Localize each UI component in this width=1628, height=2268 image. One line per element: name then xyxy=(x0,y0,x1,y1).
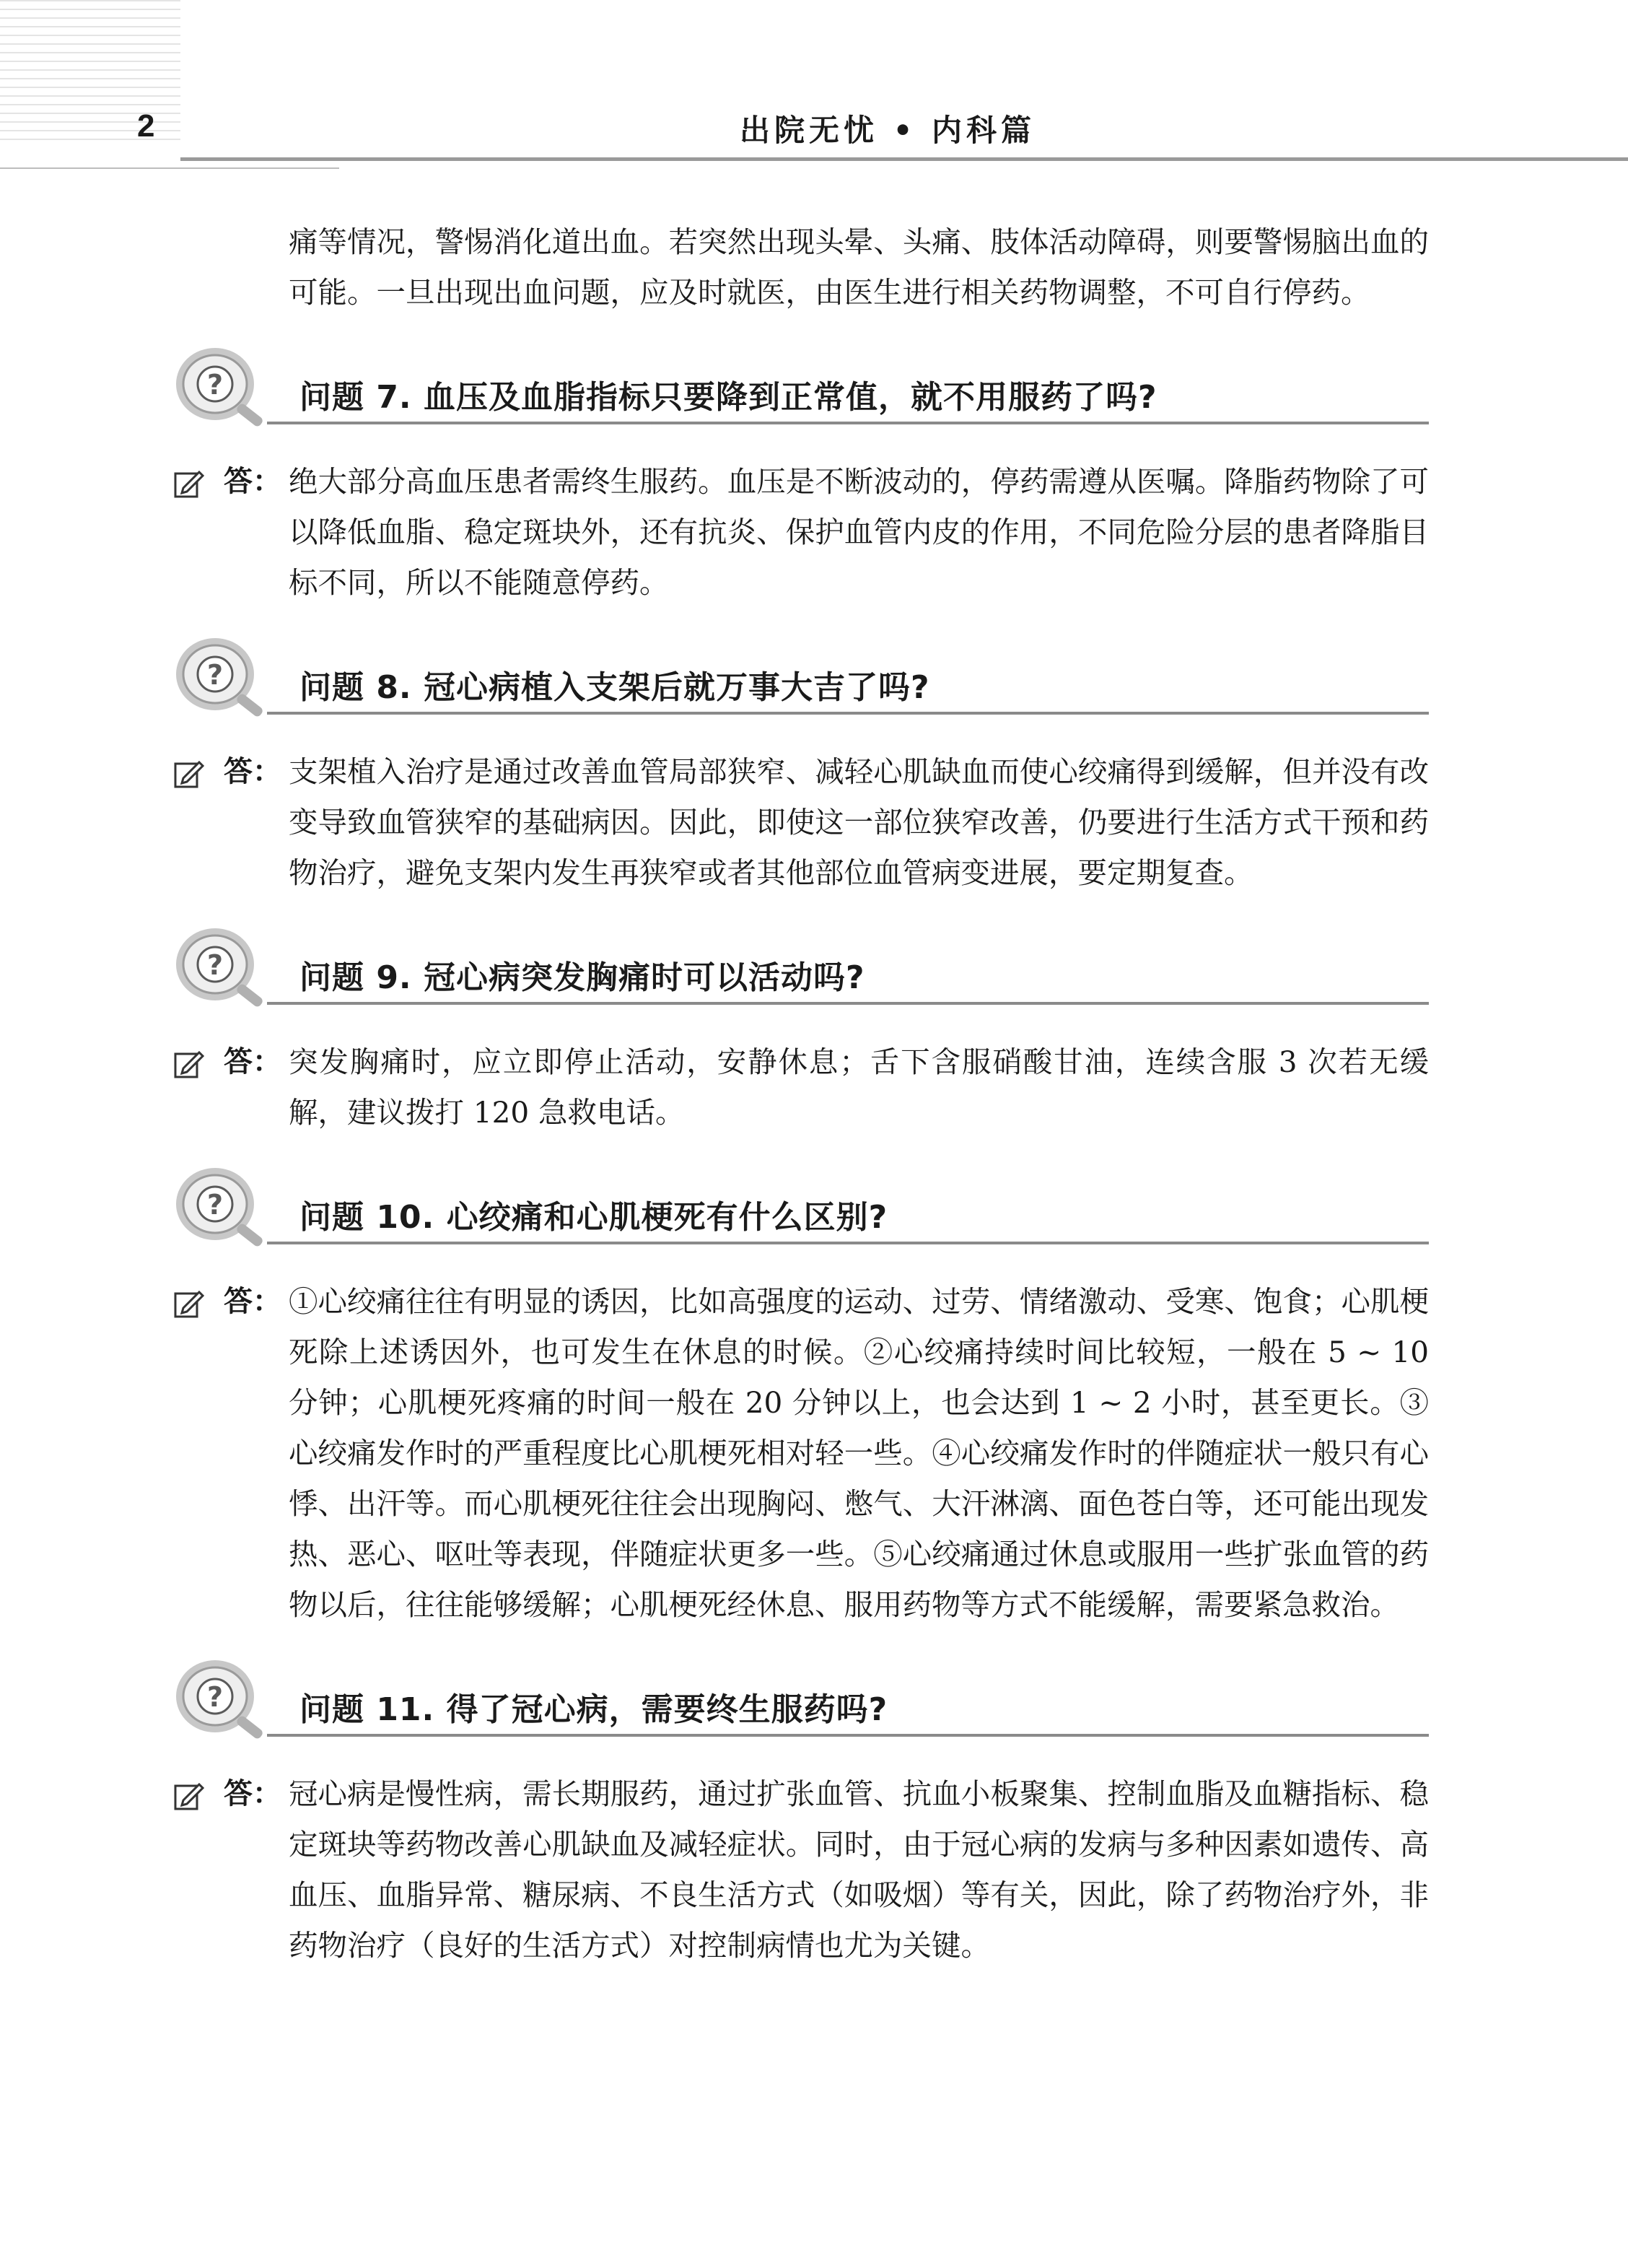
answer-text: 冠心病是慢性病，需长期服药，通过扩张血管、抗血小板聚集、控制血脂及血糖指标、稳定斑块等药物改善心肌缺血及减轻症状。同时，由于冠心病的发病与多种因素如遗传、高血压、血脂异常、糖尿病、不良生活方式（如吸烟）等有关，因此，除了药物治疗外，非药物治疗（良好的生活方式）对控制病情也尤为关键。 xyxy=(289,1776,1429,1963)
question-underline xyxy=(267,1734,1429,1737)
intro-paragraph: 痛等情况，警惕消化道出血。若突然出现头晕、头痛、肢体活动障碍，则要警惕脑出血的可能。一旦出现出血问题，应及时就医，由医生进行相关药物调整，不可自行停药。 xyxy=(289,224,1429,310)
answer-text: 突发胸痛时，应立即停止活动，安静休息；舌下含服硝酸甘油，连续含服 3 次若无缓解，建议拨打 120 急救电话。 xyxy=(289,1044,1429,1130)
edit-note-icon xyxy=(173,1048,205,1080)
edit-note-icon xyxy=(173,758,205,790)
question-underline xyxy=(267,422,1429,424)
qa-list xyxy=(173,344,1429,1971)
question-title: 问题 10. 心绞痛和心肌梗死有什么区别? xyxy=(299,1199,888,1236)
page-number: 2 xyxy=(137,108,155,144)
book-title: 出院无忧 • 内科篇 xyxy=(739,113,1036,148)
question-title: 问题 9. 冠心病突发胸痛时可以活动吗? xyxy=(299,959,865,996)
svg-text:?: ? xyxy=(206,369,224,401)
question-heading xyxy=(173,1656,1429,1757)
answer-block xyxy=(173,456,1429,608)
question-magnifier-icon xyxy=(173,634,267,728)
question-heading xyxy=(173,634,1429,735)
answer-label: 答： xyxy=(224,1045,281,1078)
question-underline xyxy=(267,712,1429,715)
svg-text:?: ? xyxy=(206,659,224,691)
answer-block xyxy=(173,1276,1429,1630)
question-title: 问题 7. 血压及血脂指标只要降到正常值，就不用服药了吗? xyxy=(299,379,1157,416)
answer-text: 支架植入治疗是通过改善血管局部狭窄、减轻心肌缺血而使心绞痛得到缓解，但并没有改变导致血管狭窄的基础病因。因此，即使这一部位狭窄改善，仍要进行生活方式干预和药物治疗，避免支架内发生再狭窄或者其他部位血管病变进展，要定期复查。 xyxy=(289,754,1429,890)
question-magnifier-icon xyxy=(173,1164,267,1257)
header-rule xyxy=(180,157,1628,161)
question-underline xyxy=(267,1242,1429,1244)
question-heading xyxy=(173,924,1429,1025)
svg-text:?: ? xyxy=(206,1189,224,1221)
answer-block xyxy=(173,1768,1429,1971)
answer-text: ①心绞痛往往有明显的诱因，比如高强度的运动、过劳、情绪激动、受寒、饱食；心肌梗死除上述诱因外，也可发生在休息的时候。②心绞痛持续时间比较短，一般在 5 ~ 10 分钟；心肌梗死疼痛的时间一般在 20 分钟以上，也会达到 1 ~ 2 小时，甚至更长。③心绞痛发作时的严重程度比心肌梗死相对轻一些。④心绞痛发作时的伴随症状一般只有心悸、出汗等。而心肌梗死往往会出现胸闷、憋气、大汗淋漓、面色苍白等，还可能出现发热、恶心、呕吐等表现，伴随症状更多一些。⑤心绞痛通过休息或服用一些扩张血管的药物以后，往往能够缓解；心肌梗死经休息、服用药物等方式不能缓解，需要紧急救治。 xyxy=(289,1284,1429,1622)
answer-block xyxy=(173,746,1429,898)
answer-label: 答： xyxy=(224,465,281,498)
svg-text:?: ? xyxy=(206,1681,224,1713)
edit-note-icon xyxy=(173,468,205,500)
question-title: 问题 11. 得了冠心病，需要终生服药吗? xyxy=(299,1691,888,1728)
question-magnifier-icon xyxy=(173,924,267,1018)
question-magnifier-icon xyxy=(173,1656,267,1750)
svg-text:?: ? xyxy=(206,949,224,981)
answer-label: 答： xyxy=(224,1285,281,1318)
answer-text: 绝大部分高血压患者需终生服药。血压是不断波动的，停药需遵从医嘱。降脂药物除了可以降低血脂、稳定斑块外，还有抗炎、保护血管内皮的作用，不同危险分层的患者降脂目标不同，所以不能随意停药。 xyxy=(289,464,1429,600)
question-title: 问题 8. 冠心病植入支架后就万事大吉了吗? xyxy=(299,669,930,706)
question-magnifier-icon xyxy=(173,344,267,437)
page-content xyxy=(173,217,1429,1971)
question-heading xyxy=(173,1164,1429,1265)
question-underline xyxy=(267,1002,1429,1005)
answer-label: 答： xyxy=(224,1777,281,1810)
question-heading xyxy=(173,344,1429,445)
header-rule-secondary xyxy=(0,167,339,169)
edit-note-icon xyxy=(173,1288,205,1320)
answer-block xyxy=(173,1037,1429,1138)
edit-note-icon xyxy=(173,1780,205,1812)
answer-label: 答： xyxy=(224,755,281,788)
